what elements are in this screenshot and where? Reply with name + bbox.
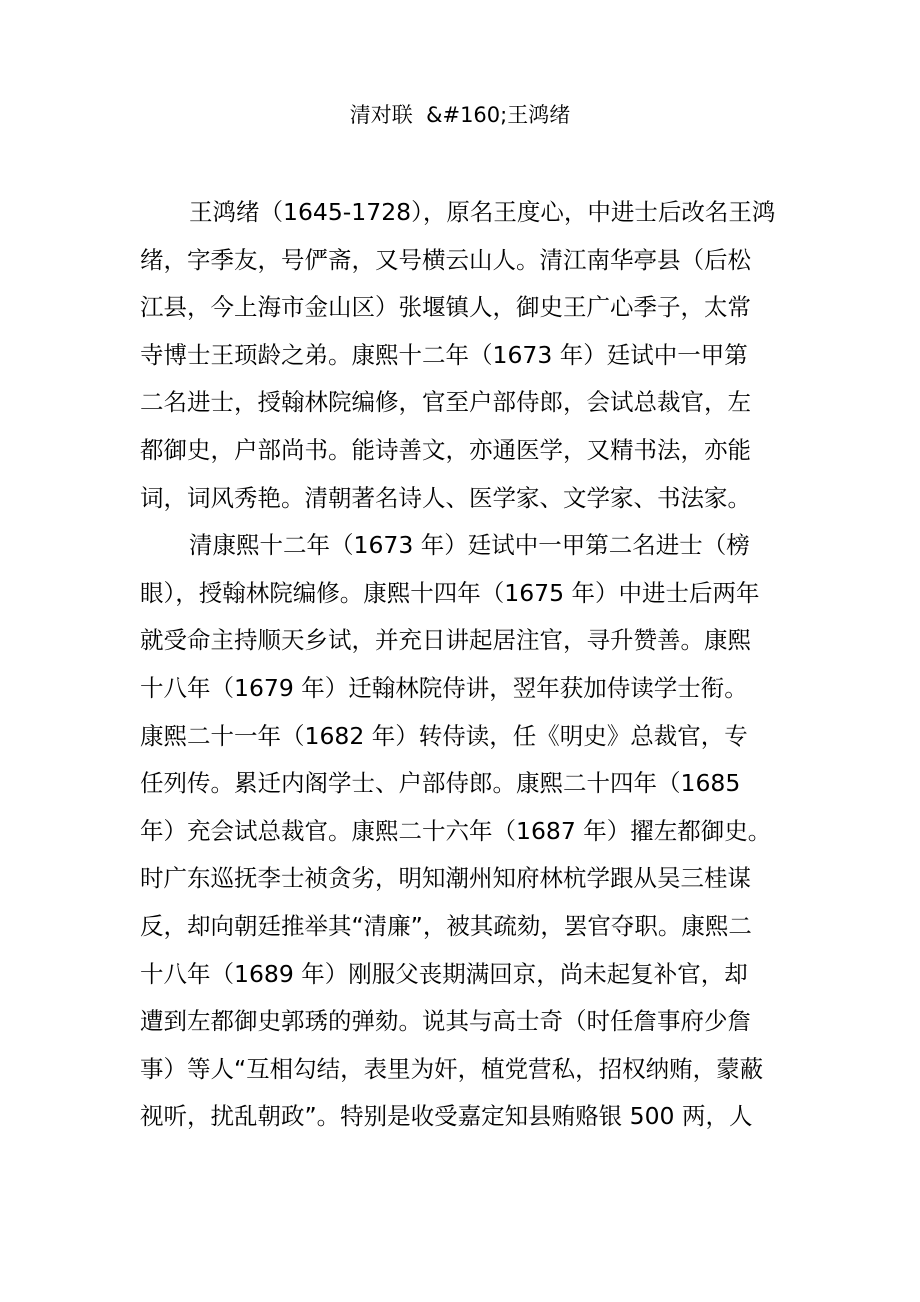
document-body bbox=[140, 189, 790, 1141]
paragraph-line: 词，词风秀艳。清朝著名诗人、医学家、文学家、书法家。 bbox=[140, 483, 751, 512]
paragraph-line: 康熙二十一年（1682 年）转侍读，任《明史》总裁官，专 bbox=[140, 721, 748, 750]
paragraph-line: 反，却向朝廷推举其“清廉”，被其疏劾，罢官夺职。康熙二 bbox=[140, 911, 752, 940]
paragraph-line: 任列传。累迁内阁学士、户部侍郎。康熙二十四年（1685 bbox=[140, 769, 741, 798]
paragraph-line: 清康熙十二年（1673 年）廷试中一甲第二名进士（榜 bbox=[189, 531, 750, 560]
paragraph-line: 江县，今上海市金山区）张堰镇人，御史王广心季子，太常 bbox=[140, 293, 751, 322]
paragraph-line: 就受命主持顺天乡试，并充日讲起居注官，寻升赞善。康熙 bbox=[140, 626, 751, 655]
paragraph-line: 年）充会试总裁官。康熙二十六年（1687 年）擢左都御史。 bbox=[140, 816, 772, 845]
paragraph-line: 事）等人“互相勾结，表里为奸，植党营私，招权纳贿，蒙蔽 bbox=[140, 1054, 764, 1083]
paragraph-line: 寺博士王顼龄之弟。康熙十二年（1673 年）廷试中一甲第 bbox=[140, 340, 748, 369]
paragraph-line: 十八年（1689 年）刚服父丧期满回京，尚未起复补官，却 bbox=[140, 959, 748, 988]
paragraph-line: 时广东巡抚李士祯贪劣，明知潮州知府林杭学跟从吴三桂谋 bbox=[140, 864, 751, 893]
paragraph-line: 二名进士，授翰林院编修，官至户部侍郎，会试总裁官，左 bbox=[140, 388, 751, 417]
document-title: 清对联 &#160;王鸿绪 bbox=[349, 103, 571, 127]
paragraph-line: 绪，字季友，号俨斋，又号横云山人。清江南华亭县（后松 bbox=[140, 245, 751, 274]
paragraph-line: 视听，扰乱朝政”。特别是收受嘉定知县贿赂银 500 两，人 bbox=[140, 1102, 753, 1131]
paragraph-line: 十八年（1679 年）迁翰林院侍讲，翌年获加侍读学士衔。 bbox=[140, 673, 748, 702]
paragraph-line: 眼），授翰林院编修。康熙十四年（1675 年）中进士后两年 bbox=[140, 578, 760, 607]
paragraph-line: 遭到左都御史郭琇的弹劾。说其与高士奇（时任詹事府少詹 bbox=[140, 1007, 751, 1036]
paragraph-line: 王鸿绪（1645-1728），原名王度心，中进士后改名王鸿 bbox=[189, 198, 776, 226]
paragraph-line: 都御史，户部尚书。能诗善文，亦通医学，又精书法，亦能 bbox=[140, 435, 751, 464]
